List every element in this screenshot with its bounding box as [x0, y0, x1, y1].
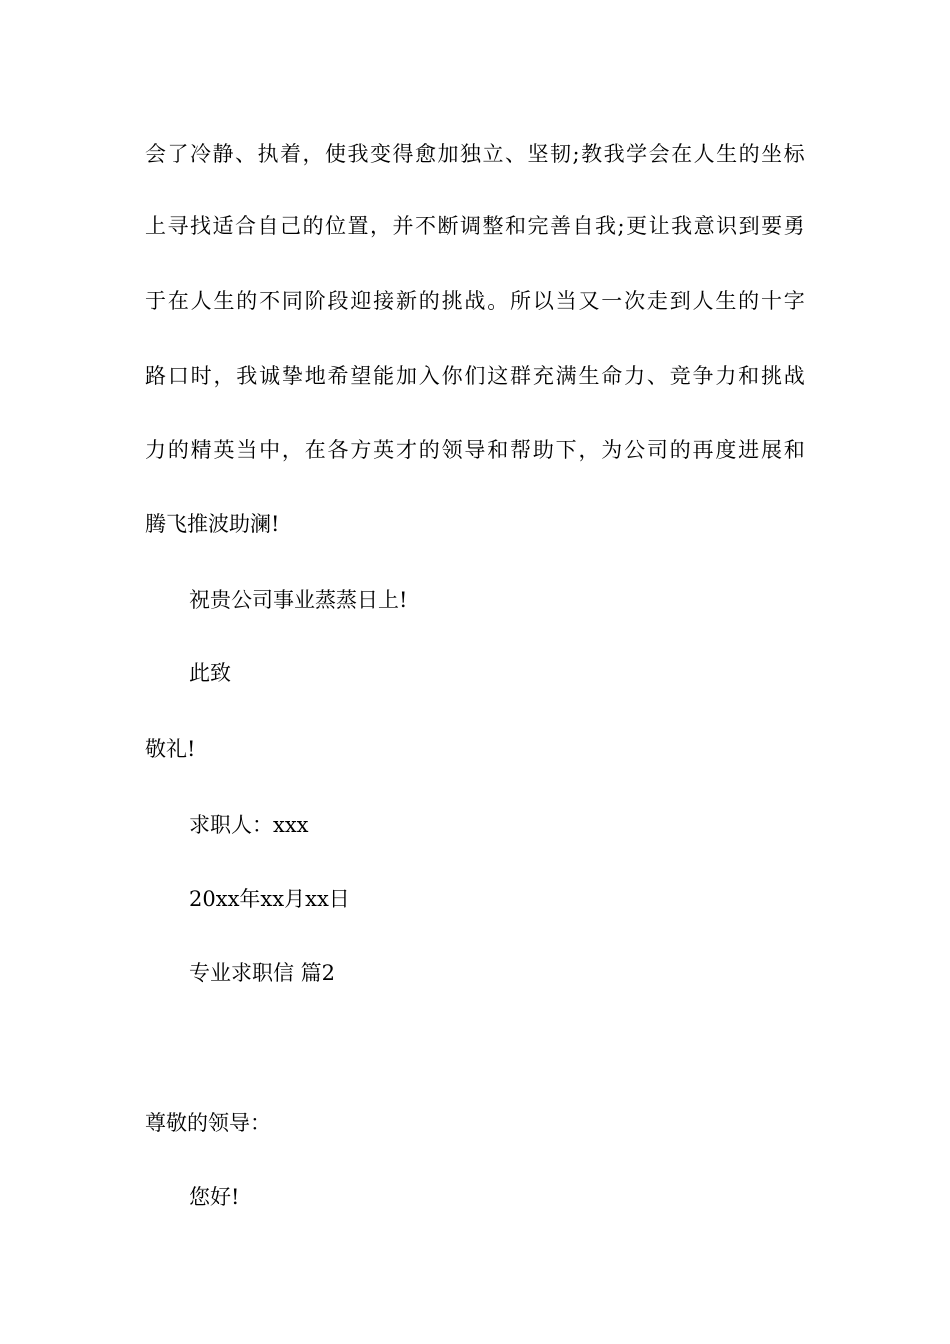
greeting-hello: 您好! — [189, 1185, 240, 1209]
paragraph-char: 勇 — [783, 214, 805, 238]
paragraph-char: 望 — [350, 364, 372, 388]
paragraph-char: 时 — [190, 364, 212, 388]
paragraph-char: 当 — [236, 438, 258, 462]
paragraph-line-5 — [145, 435, 805, 465]
greeting-recipient: 尊敬的领导： — [145, 1111, 271, 1135]
paragraph-char: 司 — [646, 438, 668, 462]
paragraph-char: 下 — [555, 438, 577, 462]
paragraph-char: 我 — [595, 214, 616, 238]
paragraph-char: 我 — [603, 142, 625, 166]
paragraph-char: 我 — [347, 142, 369, 166]
paragraph-char: 上 — [145, 214, 166, 238]
paragraph-char: ; — [617, 214, 625, 238]
paragraph-char: 地 — [304, 364, 326, 388]
paragraph-char: 位 — [325, 214, 346, 238]
paragraph-char: 度 — [715, 438, 737, 462]
paragraph-char: 字 — [783, 289, 805, 313]
paragraph-char: 变 — [370, 142, 391, 166]
paragraph-char: 在 — [304, 438, 326, 462]
section-title: 专业求职信 篇2 — [189, 961, 336, 985]
paragraph-char: 适 — [212, 214, 234, 238]
paragraph-char: 生 — [716, 142, 738, 166]
paragraph-char: 们 — [464, 364, 486, 388]
paragraph-char: 各 — [327, 438, 349, 462]
paragraph-char: 竞 — [669, 364, 691, 388]
paragraph-char: 调 — [460, 214, 481, 238]
paragraph-char: 加 — [437, 142, 459, 166]
paragraph-char: 到 — [669, 289, 691, 313]
paragraph-char: 公 — [624, 438, 646, 462]
paragraph-char: 学 — [626, 142, 648, 166]
paragraph-char: 、 — [505, 142, 526, 166]
paragraph-char: 再 — [692, 438, 714, 462]
paragraph-char: 加 — [395, 364, 417, 388]
paragraph-char: 。 — [487, 289, 509, 313]
paragraph-char: 到 — [738, 214, 760, 238]
paragraph-char: 愈 — [415, 142, 436, 166]
paragraph-char: 我 — [671, 214, 693, 238]
paragraph-char: 断 — [437, 214, 459, 238]
paragraph-char: 整 — [482, 214, 504, 238]
paragraph-char: 教 — [581, 142, 603, 166]
paragraph-char: 不 — [415, 214, 436, 238]
paragraph-char: 十 — [760, 289, 782, 313]
paragraph-line-6: 腾飞推波助澜! — [145, 512, 280, 536]
applicant-line: 求职人：xxx — [189, 813, 309, 837]
paragraph-char: 精 — [190, 438, 212, 462]
paragraph-char: 合 — [235, 214, 256, 238]
paragraph-char: ， — [578, 438, 600, 462]
paragraph-char: 入 — [418, 364, 440, 388]
paragraph-char: 希 — [327, 364, 349, 388]
paragraph-char: 当 — [555, 289, 577, 313]
paragraph-char: 战 — [464, 289, 486, 313]
paragraph-char: 挑 — [760, 364, 782, 388]
paragraph-char: 战 — [783, 364, 805, 388]
date-line: 20xx年xx月xx日 — [189, 887, 350, 911]
paragraph-char: 英 — [213, 438, 235, 462]
paragraph-line-4 — [145, 361, 805, 391]
paragraph-char: 的 — [236, 289, 258, 313]
paragraph-char: 立 — [482, 142, 504, 166]
paragraph-char: ; — [572, 142, 580, 166]
paragraph-char: 能 — [373, 364, 395, 388]
paragraph-char: 生 — [715, 289, 737, 313]
paragraph-char: 找 — [190, 214, 211, 238]
paragraph-char: 群 — [510, 364, 531, 388]
paragraph-char: 助 — [532, 438, 554, 462]
paragraph-char: 着 — [280, 142, 301, 166]
paragraph-char: 在 — [671, 142, 693, 166]
paragraph-char: 和 — [738, 364, 760, 388]
paragraph-char: 英 — [373, 438, 395, 462]
paragraph-char: 更 — [626, 214, 648, 238]
paragraph-char: 人 — [692, 289, 714, 313]
paragraph-char: 坐 — [761, 142, 783, 166]
paragraph-char: 坚 — [527, 142, 549, 166]
paragraph-char: 迎 — [350, 289, 372, 313]
paragraph-char: 生 — [213, 289, 235, 313]
paragraph-char: 挚 — [281, 364, 303, 388]
paragraph-char: 我 — [236, 364, 258, 388]
paragraph-char: 一 — [601, 289, 623, 313]
paragraph-char: 所 — [510, 289, 531, 313]
paragraph-char: 帮 — [510, 438, 531, 462]
paragraph-char: 并 — [392, 214, 414, 238]
paragraph-char: 方 — [350, 438, 372, 462]
paragraph-char: 争 — [692, 364, 714, 388]
paragraph-char: 同 — [281, 289, 303, 313]
paragraph-char: 使 — [325, 142, 346, 166]
paragraph-char: 进 — [738, 438, 760, 462]
paragraph-line-3 — [145, 286, 805, 316]
paragraph-char: ， — [213, 364, 235, 388]
paragraph-char: ， — [370, 214, 391, 238]
closing-salutation: 此致 — [189, 661, 231, 685]
paragraph-char: 你 — [441, 364, 463, 388]
paragraph-char: 生 — [578, 364, 600, 388]
paragraph-char: 为 — [601, 438, 623, 462]
paragraph-char: 要 — [761, 214, 783, 238]
paragraph-char: ， — [302, 142, 324, 166]
paragraph-char: 段 — [327, 289, 349, 313]
paragraph-char: 诚 — [259, 364, 281, 388]
paragraph-char: 的 — [738, 289, 760, 313]
paragraph-char: 的 — [738, 142, 760, 166]
paragraph-char: 的 — [418, 289, 440, 313]
paragraph-char: 挑 — [441, 289, 463, 313]
paragraph-char: 这 — [487, 364, 509, 388]
paragraph-char: 自 — [257, 214, 279, 238]
paragraph-char: 于 — [145, 289, 166, 313]
paragraph-char: 善 — [550, 214, 571, 238]
paragraph-char: 力 — [145, 438, 166, 462]
paragraph-char: ， — [281, 438, 303, 462]
paragraph-char: 领 — [441, 438, 463, 462]
paragraph-char: 的 — [167, 438, 189, 462]
paragraph-char: 充 — [532, 364, 554, 388]
paragraph-char: 置 — [347, 214, 369, 238]
paragraph-char: 得 — [392, 142, 414, 166]
wish-line: 祝贵公司事业蒸蒸日上! — [189, 588, 408, 612]
paragraph-char: 阶 — [304, 289, 326, 313]
paragraph-char: 力 — [624, 364, 646, 388]
paragraph-char: 完 — [527, 214, 549, 238]
paragraph-char: 以 — [532, 289, 554, 313]
paragraph-char: 人 — [190, 289, 212, 313]
paragraph-char: 的 — [669, 438, 691, 462]
paragraph-char: 独 — [460, 142, 481, 166]
paragraph-char: 静 — [212, 142, 234, 166]
paragraph-char: 己 — [280, 214, 301, 238]
paragraph-char: 路 — [145, 364, 166, 388]
paragraph-char: 才 — [395, 438, 417, 462]
paragraph-char: 识 — [716, 214, 738, 238]
paragraph-char: 的 — [418, 438, 440, 462]
paragraph-char: 走 — [646, 289, 668, 313]
paragraph-char: 和 — [487, 438, 509, 462]
paragraph-char: 导 — [464, 438, 486, 462]
paragraph-char: 了 — [167, 142, 189, 166]
paragraph-char: 韧 — [550, 142, 571, 166]
paragraph-char: 满 — [555, 364, 577, 388]
paragraph-char: 力 — [715, 364, 737, 388]
paragraph-char: 展 — [760, 438, 782, 462]
paragraph-char: 新 — [395, 289, 417, 313]
paragraph-char: 又 — [578, 289, 600, 313]
paragraph-char: 会 — [145, 142, 166, 166]
paragraph-line-2 — [145, 211, 805, 241]
paragraph-char: 执 — [257, 142, 279, 166]
paragraph-char: 不 — [259, 289, 281, 313]
paragraph-line-1 — [145, 139, 805, 169]
paragraph-char: 冷 — [190, 142, 211, 166]
paragraph-char: 会 — [648, 142, 670, 166]
paragraph-char: 自 — [572, 214, 594, 238]
paragraph-char: 的 — [302, 214, 324, 238]
paragraph-char: 让 — [648, 214, 670, 238]
paragraph-char: 意 — [693, 214, 715, 238]
paragraph-char: 寻 — [167, 214, 189, 238]
paragraph-char: 和 — [505, 214, 526, 238]
paragraph-char: 在 — [167, 289, 189, 313]
paragraph-char: 、 — [646, 364, 668, 388]
regards-line: 敬礼! — [145, 737, 196, 761]
paragraph-char: 标 — [783, 142, 805, 166]
paragraph-char: 次 — [624, 289, 646, 313]
paragraph-char: 中 — [259, 438, 281, 462]
paragraph-char: 接 — [373, 289, 395, 313]
paragraph-char: 口 — [167, 364, 189, 388]
paragraph-char: 和 — [783, 438, 805, 462]
paragraph-char: 人 — [693, 142, 715, 166]
paragraph-char: 命 — [601, 364, 623, 388]
paragraph-char: 、 — [235, 142, 256, 166]
